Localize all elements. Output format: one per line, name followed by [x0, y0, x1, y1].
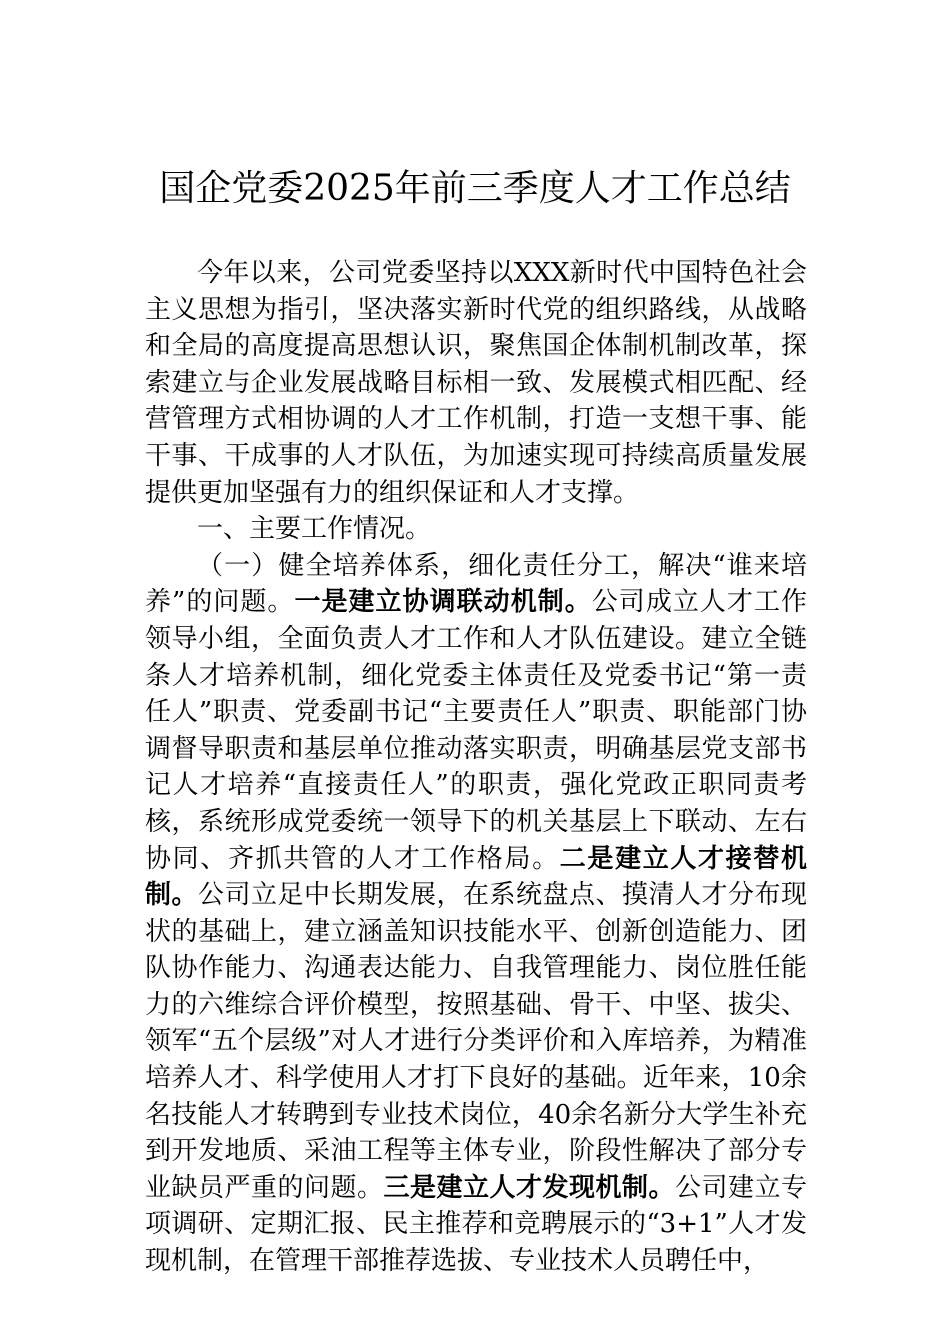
intro-paragraph [145, 255, 807, 511]
mechanism-one-text: 公司成立人才工作领导小组，全面负责人才工作和人才队伍建设。建立全链条人才培养机制，细化党委主体责任及党委书记“第一责任人”职责、党委副书记“主要责任人”职责、职能部门协调督导职责和基层单位推动落实职责，明确基层党支部书记人才培养“直接责任人”的职责，强化党政正职同责考核，系统形成党委统一领导下的机关基层上下联动、左右协同、齐抓共管的人才工作格局。 [145, 587, 807, 874]
mechanism-two-text: 公司立足中长期发展，在系统盘点、摸清人才分布现状的基础上，建立涵盖知识技能水平、创新创造能力、团队协作能力、沟通表达能力、自我管理能力、岗位胜任能力的六维综合评价模型，按照基础、骨干、中坚、拔尖、领军“五个层级”对人才进行分类评价和入库培养，为精准培养人才、科学使用人才打下良好的基础。近年来，10余名技能人才转聘到专业技术岗位，40余名新分大学生补充到开发地质、采油工程等主体专业，阶段性解决了部分专业缺员严重的问题。 [145, 880, 807, 1203]
subsection-paragraph [145, 548, 807, 1280]
intro-text: 今年以来，公司党委坚持以XXX新时代中国特色社会主义思想为指引，坚决落实新时代党的组织路线，从战略和全局的高度提高思想认识，聚焦国企体制机制改革，探索建立与企业发展战略目标相一致、发展模式相匹配、经营管理方式相协调的人才工作机制，打造一支想干事、能干事、干成事的人才队伍，为加速实现可持续高质量发展提供更加坚强有力的组织保证和人才支撑。 [145, 258, 807, 508]
mechanism-three-heading: 三是建立人才发现机制。 [383, 1172, 675, 1203]
mechanism-two-heading: 二是建立人才接替机制。 [145, 843, 807, 911]
document-body [145, 255, 807, 1280]
subsection-heading-text: （一）健全培养体系，细化责任分工，解决“谁来培养”的问题。 [145, 550, 807, 618]
section-heading-text: 一、主要工作情况。 [197, 514, 432, 545]
section-heading [145, 511, 807, 548]
mechanism-one-heading: 一是建立协调联动机制。 [294, 587, 592, 618]
mechanism-three-text: 公司建立专项调研、定期汇报、民主推荐和竞聘展示的“3+1”人才发现机制，在管理干部推荐选拔、专业技术人员聘任中， [145, 1172, 807, 1277]
document-title: 国企党委2025年前三季度人才工作总结 [159, 168, 791, 209]
